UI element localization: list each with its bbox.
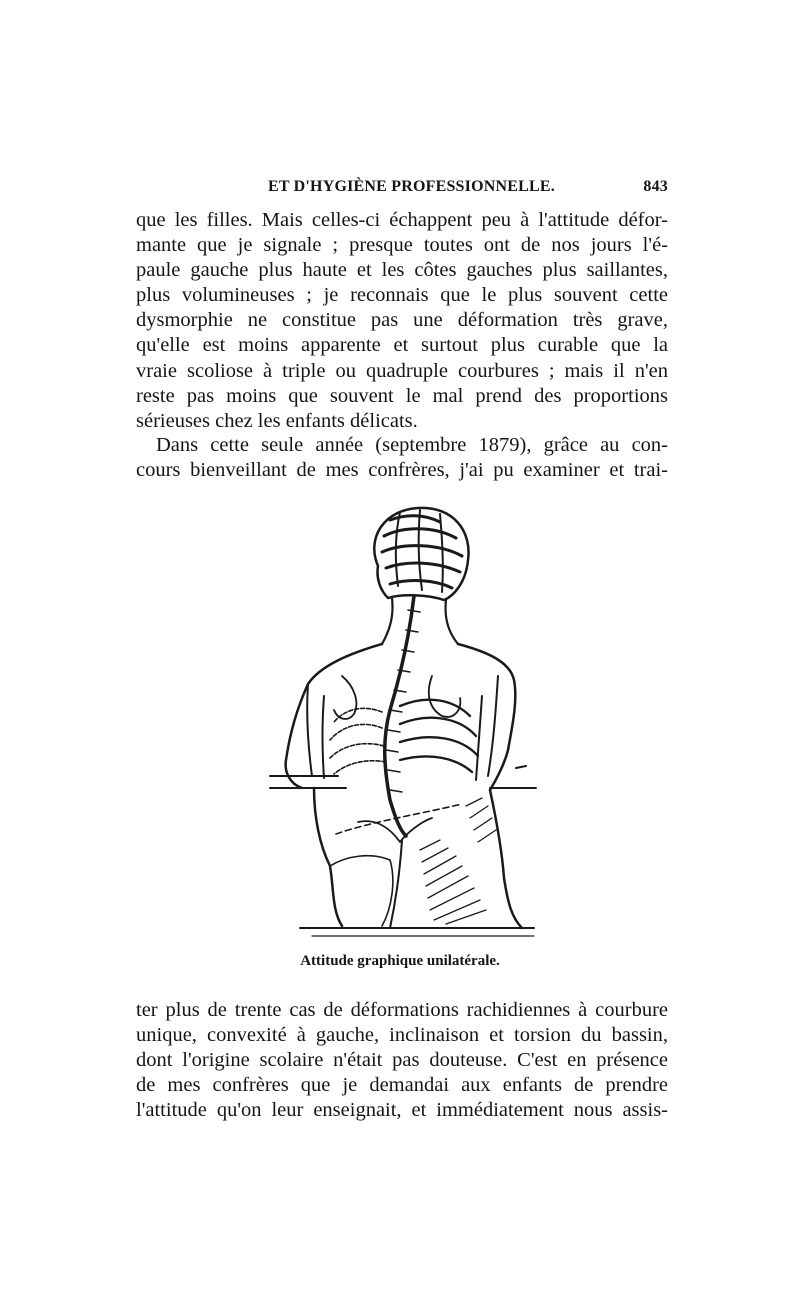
ribs-left xyxy=(330,708,386,774)
text-line: Dans cette seule année (septembre 1879), grâce au con- xyxy=(156,434,668,456)
text-line: dysmorphie ne constitue pas une déformation très grave, xyxy=(136,309,668,332)
running-title: ET D'HYGIÈNE PROFESSIONNELLE. xyxy=(268,178,555,195)
text-line: mante que je signale ; presque toutes ont de nos jours l'é- xyxy=(136,234,668,257)
text-line: que les filles. Mais celles-ci échappent peu à l'attitude défor- xyxy=(136,209,668,231)
figure-caption: Attitude graphique unilatérale. xyxy=(300,953,500,969)
text-line: ter plus de trente cas de déformations rachidiennes à courbure xyxy=(136,999,668,1021)
paragraph-1 xyxy=(136,208,668,434)
hair xyxy=(374,508,468,600)
kneeling-child-illustration-icon xyxy=(250,500,550,950)
text-line: plus volumineuses ; je reconnais que le plus souvent cette xyxy=(136,284,668,307)
text-line: reste pas moins que souvent le mal prend des proportions xyxy=(136,384,668,407)
text-line: unique, convexité à gauche, inclinaison et torsion du bassin, xyxy=(136,1024,668,1047)
text-line: qu'elle est moins apparente et surtout plus curable que la xyxy=(136,334,668,357)
page-number: 843 xyxy=(643,178,668,195)
text-line: vraie scoliose à triple ou quadruple courbures ; mais il n'en xyxy=(136,359,668,382)
ribs-right xyxy=(400,700,478,772)
paragraph-3 xyxy=(136,998,668,1123)
text-line: de mes confrères que je demandai aux enfants de prendre xyxy=(136,1074,668,1097)
text-line: l'attitude qu'on leur enseignait, et immédiatement nous assis- xyxy=(136,1099,668,1122)
text-line: sérieuses chez les enfants délicats. xyxy=(136,409,418,432)
text-line: dont l'origine scolaire n'était pas douteuse. C'est en présence xyxy=(136,1049,668,1072)
paragraph-2 xyxy=(136,433,668,483)
running-head xyxy=(136,178,668,200)
text-line: cours bienveillant de mes confrères, j'ai pu examiner et trai- xyxy=(136,459,668,482)
text-line: paule gauche plus haute et les côtes gauches plus saillantes, xyxy=(136,259,668,282)
